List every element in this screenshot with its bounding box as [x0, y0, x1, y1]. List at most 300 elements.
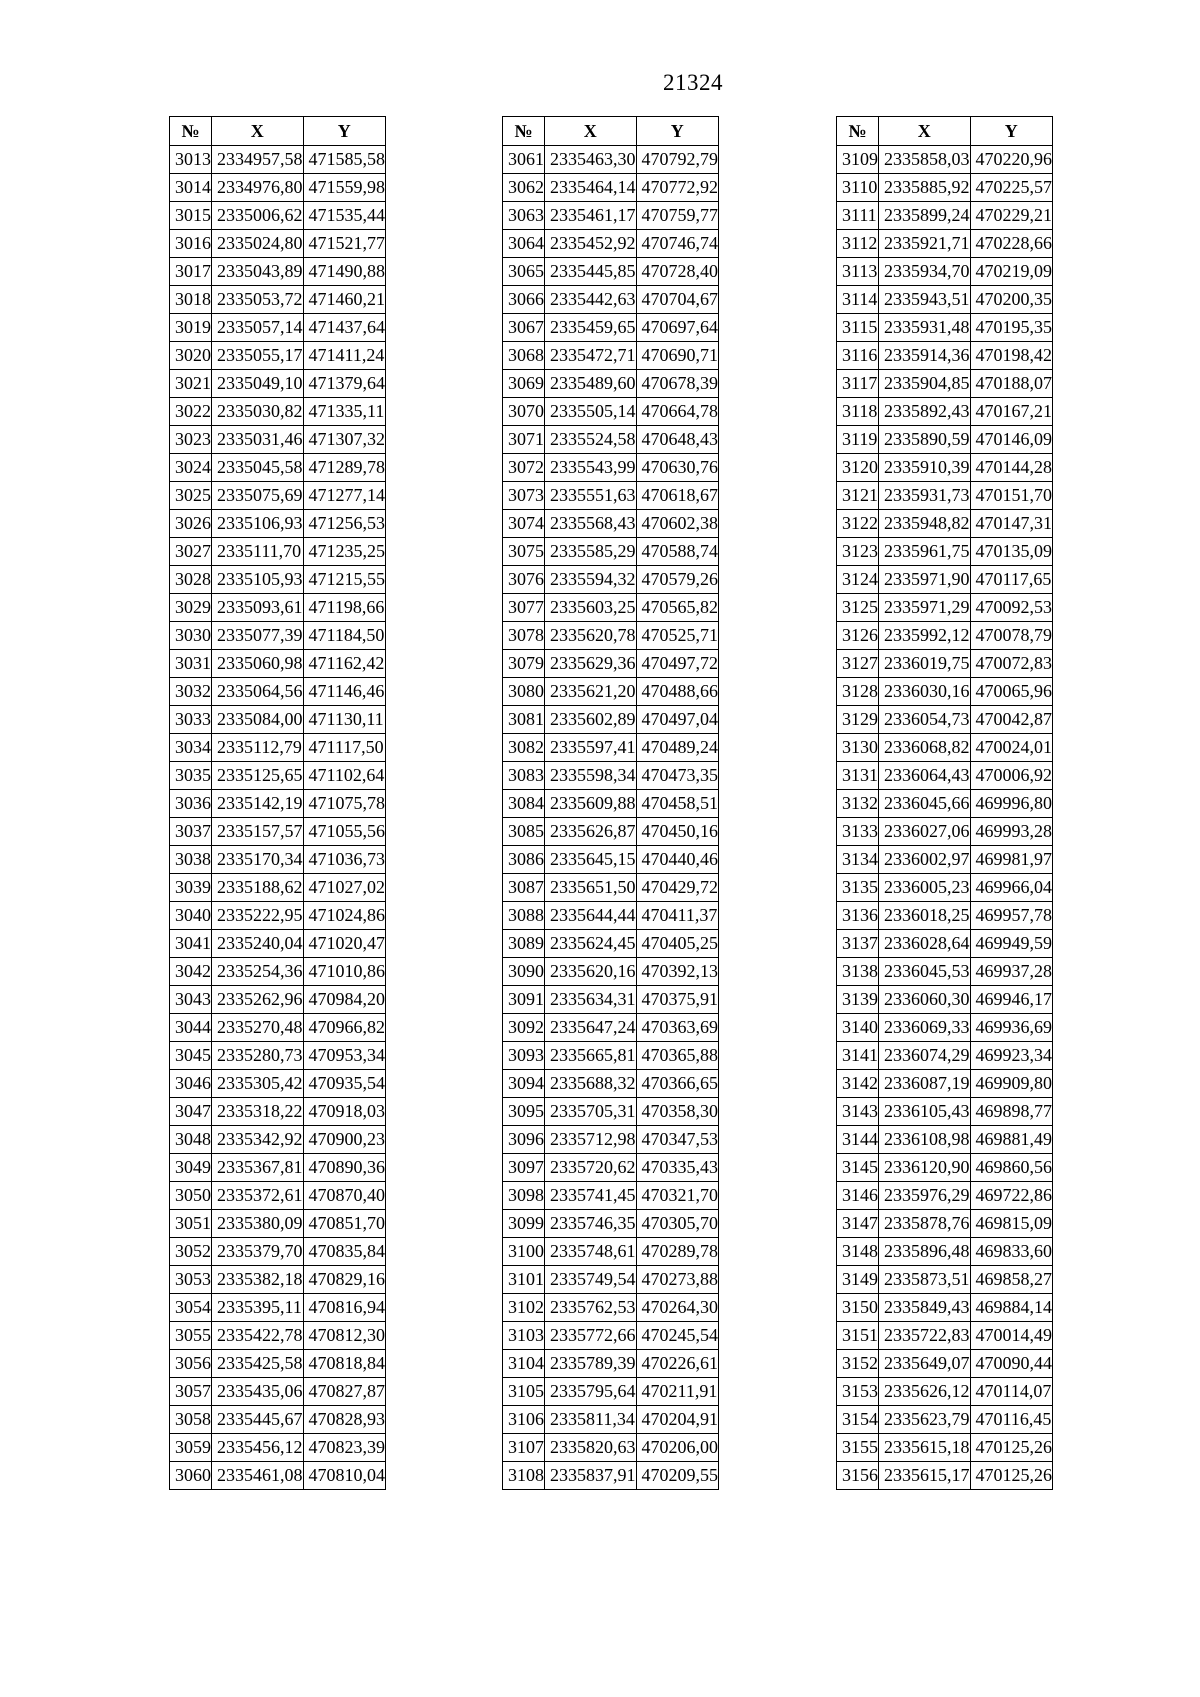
- y-coordinate-cell: 470429,72: [636, 874, 719, 902]
- point-number-cell: 3125: [837, 594, 879, 622]
- y-coordinate-cell: 470204,91: [636, 1406, 719, 1434]
- y-coordinate-cell: 470042,87: [970, 706, 1053, 734]
- header-y: Y: [303, 117, 386, 146]
- y-coordinate-cell: 471198,66: [303, 594, 386, 622]
- table-row: [837, 398, 1053, 426]
- y-coordinate-cell: 470525,71: [636, 622, 719, 650]
- table-row: [503, 426, 719, 454]
- table-row: [170, 1098, 386, 1126]
- x-coordinate-cell: 2336105,43: [879, 1098, 971, 1126]
- point-number-cell: 3035: [170, 762, 212, 790]
- table-row: [837, 762, 1053, 790]
- point-number-cell: 3023: [170, 426, 212, 454]
- y-coordinate-cell: 470728,40: [636, 258, 719, 286]
- x-coordinate-cell: 2335093,61: [212, 594, 304, 622]
- y-coordinate-cell: 470135,09: [970, 538, 1053, 566]
- table-row: [170, 594, 386, 622]
- y-coordinate-cell: 471411,24: [303, 342, 386, 370]
- table-row: [837, 958, 1053, 986]
- table-row: [503, 370, 719, 398]
- table-row: [170, 1434, 386, 1462]
- point-number-cell: 3156: [837, 1462, 879, 1490]
- y-coordinate-cell: 470579,26: [636, 566, 719, 594]
- y-coordinate-cell: 470228,66: [970, 230, 1053, 258]
- point-number-cell: 3033: [170, 706, 212, 734]
- y-coordinate-cell: 470144,28: [970, 454, 1053, 482]
- x-coordinate-cell: 2335043,89: [212, 258, 304, 286]
- table-row: [837, 706, 1053, 734]
- x-coordinate-cell: 2335254,36: [212, 958, 304, 986]
- y-coordinate-cell: 470602,38: [636, 510, 719, 538]
- y-coordinate-cell: 471184,50: [303, 622, 386, 650]
- table-row: [837, 902, 1053, 930]
- table-row: [837, 1462, 1053, 1490]
- x-coordinate-cell: 2335077,39: [212, 622, 304, 650]
- point-number-cell: 3098: [503, 1182, 545, 1210]
- y-coordinate-cell: 469996,80: [970, 790, 1053, 818]
- y-coordinate-cell: 470392,13: [636, 958, 719, 986]
- x-coordinate-cell: 2335746,35: [545, 1210, 637, 1238]
- x-coordinate-cell: 2335873,51: [879, 1266, 971, 1294]
- table-row: [837, 174, 1053, 202]
- point-number-cell: 3145: [837, 1154, 879, 1182]
- table-row: [503, 1266, 719, 1294]
- point-number-cell: 3138: [837, 958, 879, 986]
- point-number-cell: 3101: [503, 1266, 545, 1294]
- x-coordinate-cell: 2335722,83: [879, 1322, 971, 1350]
- point-number-cell: 3149: [837, 1266, 879, 1294]
- x-coordinate-cell: 2335615,18: [879, 1434, 971, 1462]
- table-row: [837, 1434, 1053, 1462]
- y-coordinate-cell: 471379,64: [303, 370, 386, 398]
- x-coordinate-cell: 2335976,29: [879, 1182, 971, 1210]
- point-number-cell: 3016: [170, 230, 212, 258]
- table-row: [503, 1182, 719, 1210]
- point-number-cell: 3021: [170, 370, 212, 398]
- x-coordinate-cell: 2335741,45: [545, 1182, 637, 1210]
- point-number-cell: 3150: [837, 1294, 879, 1322]
- table-row: [503, 174, 719, 202]
- point-number-cell: 3088: [503, 902, 545, 930]
- table-row: [503, 1434, 719, 1462]
- x-coordinate-cell: 2335597,41: [545, 734, 637, 762]
- table-row: [837, 1154, 1053, 1182]
- y-coordinate-cell: 471521,77: [303, 230, 386, 258]
- x-coordinate-cell: 2335053,72: [212, 286, 304, 314]
- point-number-cell: 3137: [837, 930, 879, 958]
- x-coordinate-cell: 2335318,22: [212, 1098, 304, 1126]
- x-coordinate-cell: 2336054,73: [879, 706, 971, 734]
- header-x: X: [545, 117, 637, 146]
- coordinate-table-3: [836, 116, 1053, 1490]
- y-coordinate-cell: 470014,49: [970, 1322, 1053, 1350]
- table-row: [170, 342, 386, 370]
- table-row: [170, 1406, 386, 1434]
- x-coordinate-cell: 2335379,70: [212, 1238, 304, 1266]
- point-number-cell: 3061: [503, 146, 545, 174]
- table-row: [170, 286, 386, 314]
- table-row: [837, 986, 1053, 1014]
- table-row: [170, 986, 386, 1014]
- point-number-cell: 3037: [170, 818, 212, 846]
- x-coordinate-cell: 2335609,88: [545, 790, 637, 818]
- x-coordinate-cell: 2335112,79: [212, 734, 304, 762]
- point-number-cell: 3107: [503, 1434, 545, 1462]
- table-row: [503, 846, 719, 874]
- table-row: [170, 1182, 386, 1210]
- table-header-row: [837, 117, 1053, 146]
- table-row: [837, 566, 1053, 594]
- point-number-cell: 3030: [170, 622, 212, 650]
- y-coordinate-cell: 470678,39: [636, 370, 719, 398]
- x-coordinate-cell: 2335422,78: [212, 1322, 304, 1350]
- y-coordinate-cell: 469936,69: [970, 1014, 1053, 1042]
- point-number-cell: 3015: [170, 202, 212, 230]
- x-coordinate-cell: 2335157,57: [212, 818, 304, 846]
- y-coordinate-cell: 469981,97: [970, 846, 1053, 874]
- point-number-cell: 3117: [837, 370, 879, 398]
- point-number-cell: 3103: [503, 1322, 545, 1350]
- coordinate-table-1: [169, 116, 386, 1490]
- y-coordinate-cell: 470497,72: [636, 650, 719, 678]
- y-coordinate-cell: 470335,43: [636, 1154, 719, 1182]
- y-coordinate-cell: 470810,04: [303, 1462, 386, 1490]
- table-row: [503, 622, 719, 650]
- x-coordinate-cell: 2335489,60: [545, 370, 637, 398]
- point-number-cell: 3105: [503, 1378, 545, 1406]
- table-row: [503, 1378, 719, 1406]
- table-row: [837, 482, 1053, 510]
- table-row: [170, 1462, 386, 1490]
- table-row: [837, 622, 1053, 650]
- y-coordinate-cell: 470229,21: [970, 202, 1053, 230]
- y-coordinate-cell: 471024,86: [303, 902, 386, 930]
- point-number-cell: 3112: [837, 230, 879, 258]
- table-row: [170, 846, 386, 874]
- table-row: [837, 790, 1053, 818]
- point-number-cell: 3075: [503, 538, 545, 566]
- point-number-cell: 3093: [503, 1042, 545, 1070]
- point-number-cell: 3108: [503, 1462, 545, 1490]
- table-body: [170, 146, 386, 1490]
- y-coordinate-cell: 471437,64: [303, 314, 386, 342]
- point-number-cell: 3054: [170, 1294, 212, 1322]
- y-coordinate-cell: 471010,86: [303, 958, 386, 986]
- table-row: [503, 1350, 719, 1378]
- point-number-cell: 3154: [837, 1406, 879, 1434]
- x-coordinate-cell: 2335647,24: [545, 1014, 637, 1042]
- table-row: [837, 818, 1053, 846]
- y-coordinate-cell: 470648,43: [636, 426, 719, 454]
- y-coordinate-cell: 471215,55: [303, 566, 386, 594]
- table-row: [170, 1210, 386, 1238]
- point-number-cell: 3133: [837, 818, 879, 846]
- table-row: [170, 146, 386, 174]
- y-coordinate-cell: 471535,44: [303, 202, 386, 230]
- table-row: [170, 790, 386, 818]
- x-coordinate-cell: 2335105,93: [212, 566, 304, 594]
- y-coordinate-cell: 471102,64: [303, 762, 386, 790]
- point-number-cell: 3119: [837, 426, 879, 454]
- point-number-cell: 3079: [503, 650, 545, 678]
- x-coordinate-cell: 2335626,12: [879, 1378, 971, 1406]
- x-coordinate-cell: 2335395,11: [212, 1294, 304, 1322]
- table-body: [837, 146, 1053, 1490]
- table-row: [170, 1378, 386, 1406]
- table-row: [837, 1322, 1053, 1350]
- table-row: [170, 1154, 386, 1182]
- table-row: [837, 1294, 1053, 1322]
- point-number-cell: 3115: [837, 314, 879, 342]
- table-row: [837, 1266, 1053, 1294]
- point-number-cell: 3106: [503, 1406, 545, 1434]
- point-number-cell: 3062: [503, 174, 545, 202]
- point-number-cell: 3141: [837, 1042, 879, 1070]
- table-row: [837, 1098, 1053, 1126]
- y-coordinate-cell: 470365,88: [636, 1042, 719, 1070]
- x-coordinate-cell: 2334976,80: [212, 174, 304, 202]
- y-coordinate-cell: 470588,74: [636, 538, 719, 566]
- point-number-cell: 3116: [837, 342, 879, 370]
- y-coordinate-cell: 470200,35: [970, 286, 1053, 314]
- point-number-cell: 3036: [170, 790, 212, 818]
- point-number-cell: 3042: [170, 958, 212, 986]
- point-number-cell: 3130: [837, 734, 879, 762]
- table-row: [837, 874, 1053, 902]
- x-coordinate-cell: 2336074,29: [879, 1042, 971, 1070]
- header-number: №: [837, 117, 879, 146]
- y-coordinate-cell: 471027,02: [303, 874, 386, 902]
- x-coordinate-cell: 2336108,98: [879, 1126, 971, 1154]
- table-row: [170, 370, 386, 398]
- table-row: [503, 1238, 719, 1266]
- table-row: [170, 1294, 386, 1322]
- y-coordinate-cell: 470273,88: [636, 1266, 719, 1294]
- x-coordinate-cell: 2336060,30: [879, 986, 971, 1014]
- table-row: [503, 734, 719, 762]
- point-number-cell: 3024: [170, 454, 212, 482]
- x-coordinate-cell: 2335811,34: [545, 1406, 637, 1434]
- table-row: [503, 314, 719, 342]
- table-row: [503, 1070, 719, 1098]
- x-coordinate-cell: 2335931,73: [879, 482, 971, 510]
- x-coordinate-cell: 2335459,65: [545, 314, 637, 342]
- table-row: [503, 902, 719, 930]
- table-row: [170, 706, 386, 734]
- point-number-cell: 3085: [503, 818, 545, 846]
- table-row: [837, 678, 1053, 706]
- x-coordinate-cell: 2335568,43: [545, 510, 637, 538]
- point-number-cell: 3152: [837, 1350, 879, 1378]
- point-number-cell: 3034: [170, 734, 212, 762]
- point-number-cell: 3057: [170, 1378, 212, 1406]
- y-coordinate-cell: 470195,35: [970, 314, 1053, 342]
- y-coordinate-cell: 469937,28: [970, 958, 1053, 986]
- table-row: [170, 902, 386, 930]
- x-coordinate-cell: 2335505,14: [545, 398, 637, 426]
- table-row: [837, 1014, 1053, 1042]
- x-coordinate-cell: 2334957,58: [212, 146, 304, 174]
- x-coordinate-cell: 2335626,87: [545, 818, 637, 846]
- x-coordinate-cell: 2335598,34: [545, 762, 637, 790]
- y-coordinate-cell: 470347,53: [636, 1126, 719, 1154]
- y-coordinate-cell: 470065,96: [970, 678, 1053, 706]
- x-coordinate-cell: 2336030,16: [879, 678, 971, 706]
- table-header-row: [503, 117, 719, 146]
- point-number-cell: 3096: [503, 1126, 545, 1154]
- x-coordinate-cell: 2335031,46: [212, 426, 304, 454]
- y-coordinate-cell: 470823,39: [303, 1434, 386, 1462]
- point-number-cell: 3089: [503, 930, 545, 958]
- header-y: Y: [970, 117, 1053, 146]
- x-coordinate-cell: 2335461,17: [545, 202, 637, 230]
- y-coordinate-cell: 470321,70: [636, 1182, 719, 1210]
- point-number-cell: 3084: [503, 790, 545, 818]
- table-row: [503, 1042, 719, 1070]
- y-coordinate-cell: 469884,14: [970, 1294, 1053, 1322]
- x-coordinate-cell: 2335425,58: [212, 1350, 304, 1378]
- x-coordinate-cell: 2335644,44: [545, 902, 637, 930]
- table-row: [837, 230, 1053, 258]
- point-number-cell: 3110: [837, 174, 879, 202]
- y-coordinate-cell: 470664,78: [636, 398, 719, 426]
- table-row: [503, 538, 719, 566]
- point-number-cell: 3134: [837, 846, 879, 874]
- x-coordinate-cell: 2335524,58: [545, 426, 637, 454]
- x-coordinate-cell: 2335837,91: [545, 1462, 637, 1490]
- y-coordinate-cell: 469858,27: [970, 1266, 1053, 1294]
- point-number-cell: 3025: [170, 482, 212, 510]
- table-body: [503, 146, 719, 1490]
- point-number-cell: 3071: [503, 426, 545, 454]
- point-number-cell: 3136: [837, 902, 879, 930]
- y-coordinate-cell: 469815,09: [970, 1210, 1053, 1238]
- point-number-cell: 3129: [837, 706, 879, 734]
- y-coordinate-cell: 470078,79: [970, 622, 1053, 650]
- point-number-cell: 3028: [170, 566, 212, 594]
- table-row: [837, 258, 1053, 286]
- y-coordinate-cell: 470450,16: [636, 818, 719, 846]
- y-coordinate-cell: 471490,88: [303, 258, 386, 286]
- x-coordinate-cell: 2335934,70: [879, 258, 971, 286]
- point-number-cell: 3019: [170, 314, 212, 342]
- point-number-cell: 3064: [503, 230, 545, 258]
- y-coordinate-cell: 470125,26: [970, 1462, 1053, 1490]
- y-coordinate-cell: 470363,69: [636, 1014, 719, 1042]
- x-coordinate-cell: 2336028,64: [879, 930, 971, 958]
- x-coordinate-cell: 2335772,66: [545, 1322, 637, 1350]
- y-coordinate-cell: 470565,82: [636, 594, 719, 622]
- y-coordinate-cell: 470206,00: [636, 1434, 719, 1462]
- point-number-cell: 3114: [837, 286, 879, 314]
- table-row: [837, 930, 1053, 958]
- point-number-cell: 3090: [503, 958, 545, 986]
- y-coordinate-cell: 471036,73: [303, 846, 386, 874]
- y-coordinate-cell: 471117,50: [303, 734, 386, 762]
- y-coordinate-cell: 470772,92: [636, 174, 719, 202]
- header-number: №: [170, 117, 212, 146]
- y-coordinate-cell: 470219,09: [970, 258, 1053, 286]
- x-coordinate-cell: 2335649,07: [879, 1350, 971, 1378]
- table-row: [170, 258, 386, 286]
- y-coordinate-cell: 470704,67: [636, 286, 719, 314]
- y-coordinate-cell: 471020,47: [303, 930, 386, 958]
- point-number-cell: 3070: [503, 398, 545, 426]
- point-number-cell: 3060: [170, 1462, 212, 1490]
- x-coordinate-cell: 2335106,93: [212, 510, 304, 538]
- table-row: [170, 538, 386, 566]
- x-coordinate-cell: 2335623,79: [879, 1406, 971, 1434]
- y-coordinate-cell: 470366,65: [636, 1070, 719, 1098]
- x-coordinate-cell: 2335262,96: [212, 986, 304, 1014]
- point-number-cell: 3091: [503, 986, 545, 1014]
- y-coordinate-cell: 470006,92: [970, 762, 1053, 790]
- table-row: [170, 1014, 386, 1042]
- table-row: [837, 1350, 1053, 1378]
- x-coordinate-cell: 2335634,31: [545, 986, 637, 1014]
- point-number-cell: 3045: [170, 1042, 212, 1070]
- x-coordinate-cell: 2335006,62: [212, 202, 304, 230]
- x-coordinate-cell: 2335057,14: [212, 314, 304, 342]
- point-number-cell: 3100: [503, 1238, 545, 1266]
- x-coordinate-cell: 2335603,25: [545, 594, 637, 622]
- point-number-cell: 3066: [503, 286, 545, 314]
- point-number-cell: 3047: [170, 1098, 212, 1126]
- x-coordinate-cell: 2335820,63: [545, 1434, 637, 1462]
- point-number-cell: 3058: [170, 1406, 212, 1434]
- x-coordinate-cell: 2335749,54: [545, 1266, 637, 1294]
- table-row: [503, 594, 719, 622]
- point-number-cell: 3014: [170, 174, 212, 202]
- x-coordinate-cell: 2335910,39: [879, 454, 971, 482]
- table-row: [837, 1210, 1053, 1238]
- x-coordinate-cell: 2335367,81: [212, 1154, 304, 1182]
- x-coordinate-cell: 2335789,39: [545, 1350, 637, 1378]
- x-coordinate-cell: 2336120,90: [879, 1154, 971, 1182]
- y-coordinate-cell: 471130,11: [303, 706, 386, 734]
- point-number-cell: 3063: [503, 202, 545, 230]
- table-row: [170, 734, 386, 762]
- table-row: [503, 1098, 719, 1126]
- point-number-cell: 3155: [837, 1434, 879, 1462]
- point-number-cell: 3118: [837, 398, 879, 426]
- y-coordinate-cell: 470411,37: [636, 902, 719, 930]
- point-number-cell: 3131: [837, 762, 879, 790]
- y-coordinate-cell: 471289,78: [303, 454, 386, 482]
- point-number-cell: 3122: [837, 510, 879, 538]
- point-number-cell: 3038: [170, 846, 212, 874]
- table-row: [503, 202, 719, 230]
- x-coordinate-cell: 2336018,25: [879, 902, 971, 930]
- y-coordinate-cell: 470211,91: [636, 1378, 719, 1406]
- y-coordinate-cell: 470245,54: [636, 1322, 719, 1350]
- point-number-cell: 3073: [503, 482, 545, 510]
- y-coordinate-cell: 471335,11: [303, 398, 386, 426]
- x-coordinate-cell: 2335463,30: [545, 146, 637, 174]
- table-row: [170, 174, 386, 202]
- x-coordinate-cell: 2335943,51: [879, 286, 971, 314]
- table-row: [503, 286, 719, 314]
- y-coordinate-cell: 470147,31: [970, 510, 1053, 538]
- y-coordinate-cell: 470690,71: [636, 342, 719, 370]
- y-coordinate-cell: 470125,26: [970, 1434, 1053, 1462]
- x-coordinate-cell: 2335084,00: [212, 706, 304, 734]
- point-number-cell: 3102: [503, 1294, 545, 1322]
- point-number-cell: 3124: [837, 566, 879, 594]
- x-coordinate-cell: 2336064,43: [879, 762, 971, 790]
- table-row: [837, 1042, 1053, 1070]
- x-coordinate-cell: 2336019,75: [879, 650, 971, 678]
